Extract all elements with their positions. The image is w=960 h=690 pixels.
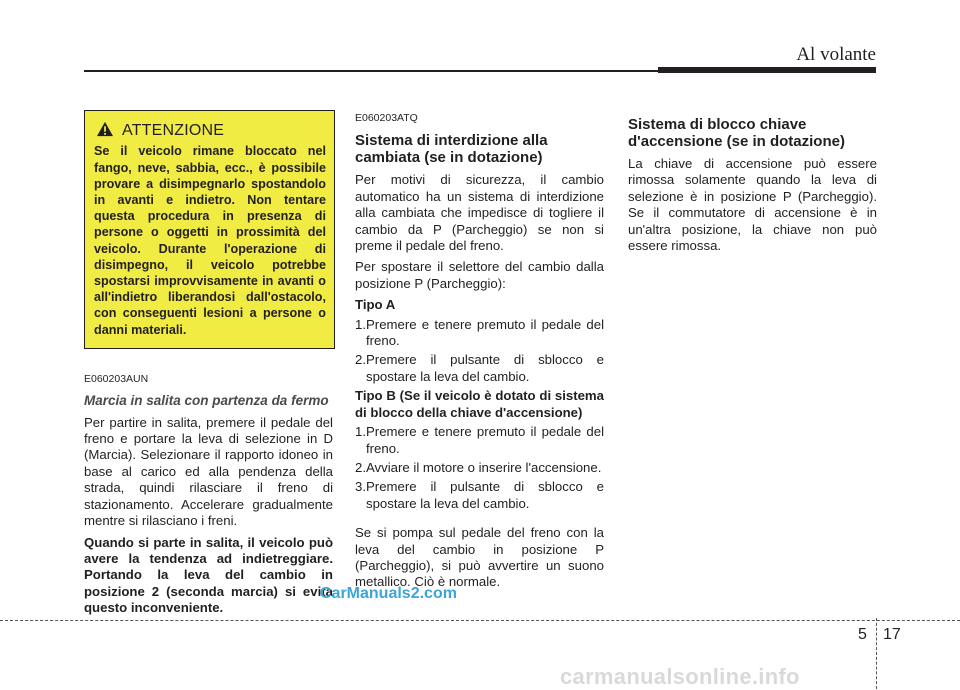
watermark-link[interactable]: CarManuals2.com: [320, 585, 457, 602]
footer-divider: [876, 618, 877, 689]
list-item: [355, 352, 604, 385]
section-code: E060203AUN: [84, 372, 149, 385]
paragraph: Se si pompa sul pedale del freno con la leva del cambio in posizione P (Parcheggio), si può avvertire un suono metallico. Ciò è normale.: [355, 525, 604, 590]
header-rule-accent: [658, 67, 876, 73]
section-code: E060203ATQ: [355, 112, 418, 124]
header-title: Al volante: [796, 44, 876, 65]
subheading-type-a: Tipo A: [355, 297, 396, 313]
list-number: 3.: [355, 479, 366, 495]
column-left: [84, 110, 333, 622]
column-right: [628, 110, 877, 259]
list-text: Premere il pulsante di sblocco e spostare la leva del cambio.: [366, 479, 604, 511]
warning-title: ATTENZIONE: [122, 122, 225, 139]
list-number: 2.: [355, 352, 366, 368]
list-number: 2.: [355, 459, 366, 475]
list-number: 1.: [355, 316, 366, 332]
list-item: [355, 317, 604, 350]
list-text: Premere e tenere premuto il pedale del freno.: [366, 316, 604, 349]
list-text: Premere il pulsante di sblocco e spostare la leva del cambio.: [366, 352, 604, 384]
paragraph-bold: Quando si parte in salita, il veicolo può avere la tendenza ad indietreggiare. Portando la leva del cambio in posizione 2 (seconda marcia) si evita questo inconveniente.: [84, 534, 333, 616]
section-heading: Sistema di blocco chiave d'accensione (se in dotazione): [628, 116, 845, 150]
bottom-watermark: carmanualsonline.info: [560, 664, 800, 689]
list-item: [355, 479, 604, 512]
paragraph: La chiave di accensione può essere rimossa solamente quando la leva di selezione è in posizione P (Parcheggio). Se il commutatore di accensione è in un'altra posizione, la chiave non può essere rimossa.: [628, 156, 877, 254]
paragraph: Per motivi di sicurezza, il cambio automatico ha un sistema di interdizione alla cambiata che impedisce di togliere il cambio da P (Parcheggio) se non si preme il pedale del freno.: [355, 172, 604, 254]
warning-text: Se il veicolo rimane bloccato nel fango, neve, sabbia, ecc., è possibile provare a disimpegnarlo spostandolo in avanti e indietro. Non tentare questa procedura in presenza di persone o oggetti in prossimità del veicolo. Durante l'operazione di disimpegno, il veicolo potrebbe spostarsi improvvisamente in avanti o all'indietro liberandosi dall'ostacolo, con conseguenti lesioni a persone o danni materiali.: [94, 144, 326, 337]
warning-box: [84, 110, 335, 349]
warning-triangle-icon: [96, 121, 114, 141]
section-heading: Marcia in salita con partenza da fermo: [84, 393, 329, 409]
paragraph: Per partire in salita, premere il pedale del freno e portare la leva di selezione in D (Marcia). Selezionare il rapporto idoneo in base al carico ed alla pendenza della strada, quindi rilasciare il freno di stazionamento. Accelerare gradualmente mentre si rilasciano i freni.: [84, 414, 333, 529]
section-number: 5: [858, 626, 867, 643]
list-text: Avviare il motore o inserire l'accensione.: [366, 459, 602, 475]
warning-header: [96, 121, 326, 141]
list-item: [355, 460, 604, 476]
paragraph: Per spostare il selettore del cambio dalla posizione P (Parcheggio):: [355, 259, 604, 291]
footer-rule: [0, 620, 960, 621]
section-heading: Sistema di interdizione alla cambiata (se in dotazione): [355, 132, 548, 167]
page-number: 17: [883, 626, 901, 643]
list-text: Premere e tenere premuto il pedale del freno.: [366, 424, 604, 456]
list-number: 1.: [355, 424, 366, 440]
subheading-type-b: Tipo B (Se il veicolo è dotato di sistema di blocco della chiave d'accensione): [355, 388, 604, 420]
column-middle: [355, 110, 604, 596]
list-item: [355, 424, 604, 457]
header-rule: [84, 70, 658, 72]
